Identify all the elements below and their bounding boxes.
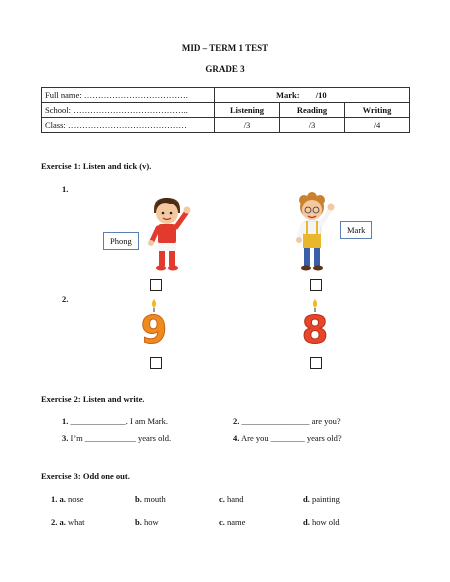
item-number: 3.	[62, 433, 69, 443]
odd-row-2-b[interactable]	[135, 517, 159, 527]
option-letter: c.	[219, 517, 225, 527]
mark-total: /10	[315, 90, 327, 100]
option-letter: a.	[59, 494, 66, 504]
writing-header: Writing	[345, 103, 410, 118]
option-text: name	[227, 517, 246, 527]
write-item-4[interactable]	[233, 433, 342, 443]
student-info-table	[41, 87, 410, 133]
option-text: hand	[227, 494, 244, 504]
class-cell[interactable]: Class: ……………………………………	[42, 118, 215, 133]
option-text: what	[68, 517, 85, 527]
option-text: how	[143, 517, 159, 527]
candle-number-eight	[299, 297, 331, 347]
item-text: _____________. I am Mark.	[68, 416, 169, 426]
odd-row-1-c[interactable]	[219, 494, 244, 504]
listening-header: Listening	[215, 103, 280, 118]
odd-row-1-d[interactable]	[303, 494, 340, 504]
mark-label: Mark:	[276, 90, 300, 100]
write-item-1[interactable]	[62, 416, 168, 426]
option-letter: d.	[303, 517, 310, 527]
exercise1-title: Exercise 1: Listen and tick (v).	[41, 161, 152, 171]
candle-number-nine	[138, 297, 170, 347]
boy-mark-illustration	[290, 190, 340, 275]
item-number: 2.	[233, 416, 240, 426]
item-text: Are you ________ years old?	[241, 433, 342, 443]
row-number: 2.	[51, 517, 58, 527]
write-item-2[interactable]	[233, 416, 341, 426]
tick-box-mark[interactable]	[310, 279, 322, 291]
question2-number: 2.	[62, 294, 69, 304]
item-text: I’m ____________ years old.	[70, 433, 172, 443]
row-number: 1.	[51, 494, 58, 504]
odd-row-1-a[interactable]	[51, 494, 84, 504]
school-cell[interactable]: School: …………………………………..	[42, 103, 215, 118]
item-number: 4.	[233, 433, 240, 443]
tick-box-eight[interactable]	[310, 357, 322, 369]
option-letter: b.	[135, 517, 142, 527]
option-letter: a.	[59, 517, 66, 527]
exercise2-title: Exercise 2: Listen and write.	[41, 394, 145, 404]
odd-row-1-b[interactable]	[135, 494, 166, 504]
grade-title: GRADE 3	[205, 64, 245, 74]
item-number: 1.	[62, 416, 69, 426]
option-text: painting	[311, 494, 340, 504]
odd-row-2-d[interactable]	[303, 517, 340, 527]
option-text: how old	[311, 517, 340, 527]
option-letter: b.	[135, 494, 142, 504]
odd-row-2-c[interactable]	[219, 517, 245, 527]
mark-cell	[215, 88, 410, 103]
odd-row-2-a[interactable]	[51, 517, 85, 527]
phong-label: Phong	[103, 232, 139, 250]
candle-nine-digit: 9	[140, 308, 168, 347]
option-text: mouth	[143, 494, 166, 504]
full-name-cell[interactable]: Full name: ……………………………….	[42, 88, 215, 103]
mark-name-label: Mark	[340, 221, 372, 239]
reading-score: /3	[280, 118, 345, 133]
candle-eight-digit: 8	[301, 308, 329, 347]
test-title: MID – TERM 1 TEST	[181, 43, 269, 53]
boy-phong-illustration	[140, 195, 195, 273]
option-letter: c.	[219, 494, 225, 504]
writing-score: /4	[345, 118, 410, 133]
option-text: nose	[68, 494, 84, 504]
question1-number: 1.	[62, 184, 69, 194]
tick-box-nine[interactable]	[150, 357, 162, 369]
item-text: ________________ are you?	[239, 416, 341, 426]
listening-score: /3	[215, 118, 280, 133]
reading-header: Reading	[280, 103, 345, 118]
exercise3-title: Exercise 3: Odd one out.	[41, 471, 130, 481]
tick-box-phong[interactable]	[150, 279, 162, 291]
option-letter: d.	[303, 494, 310, 504]
write-item-3[interactable]	[62, 433, 171, 443]
